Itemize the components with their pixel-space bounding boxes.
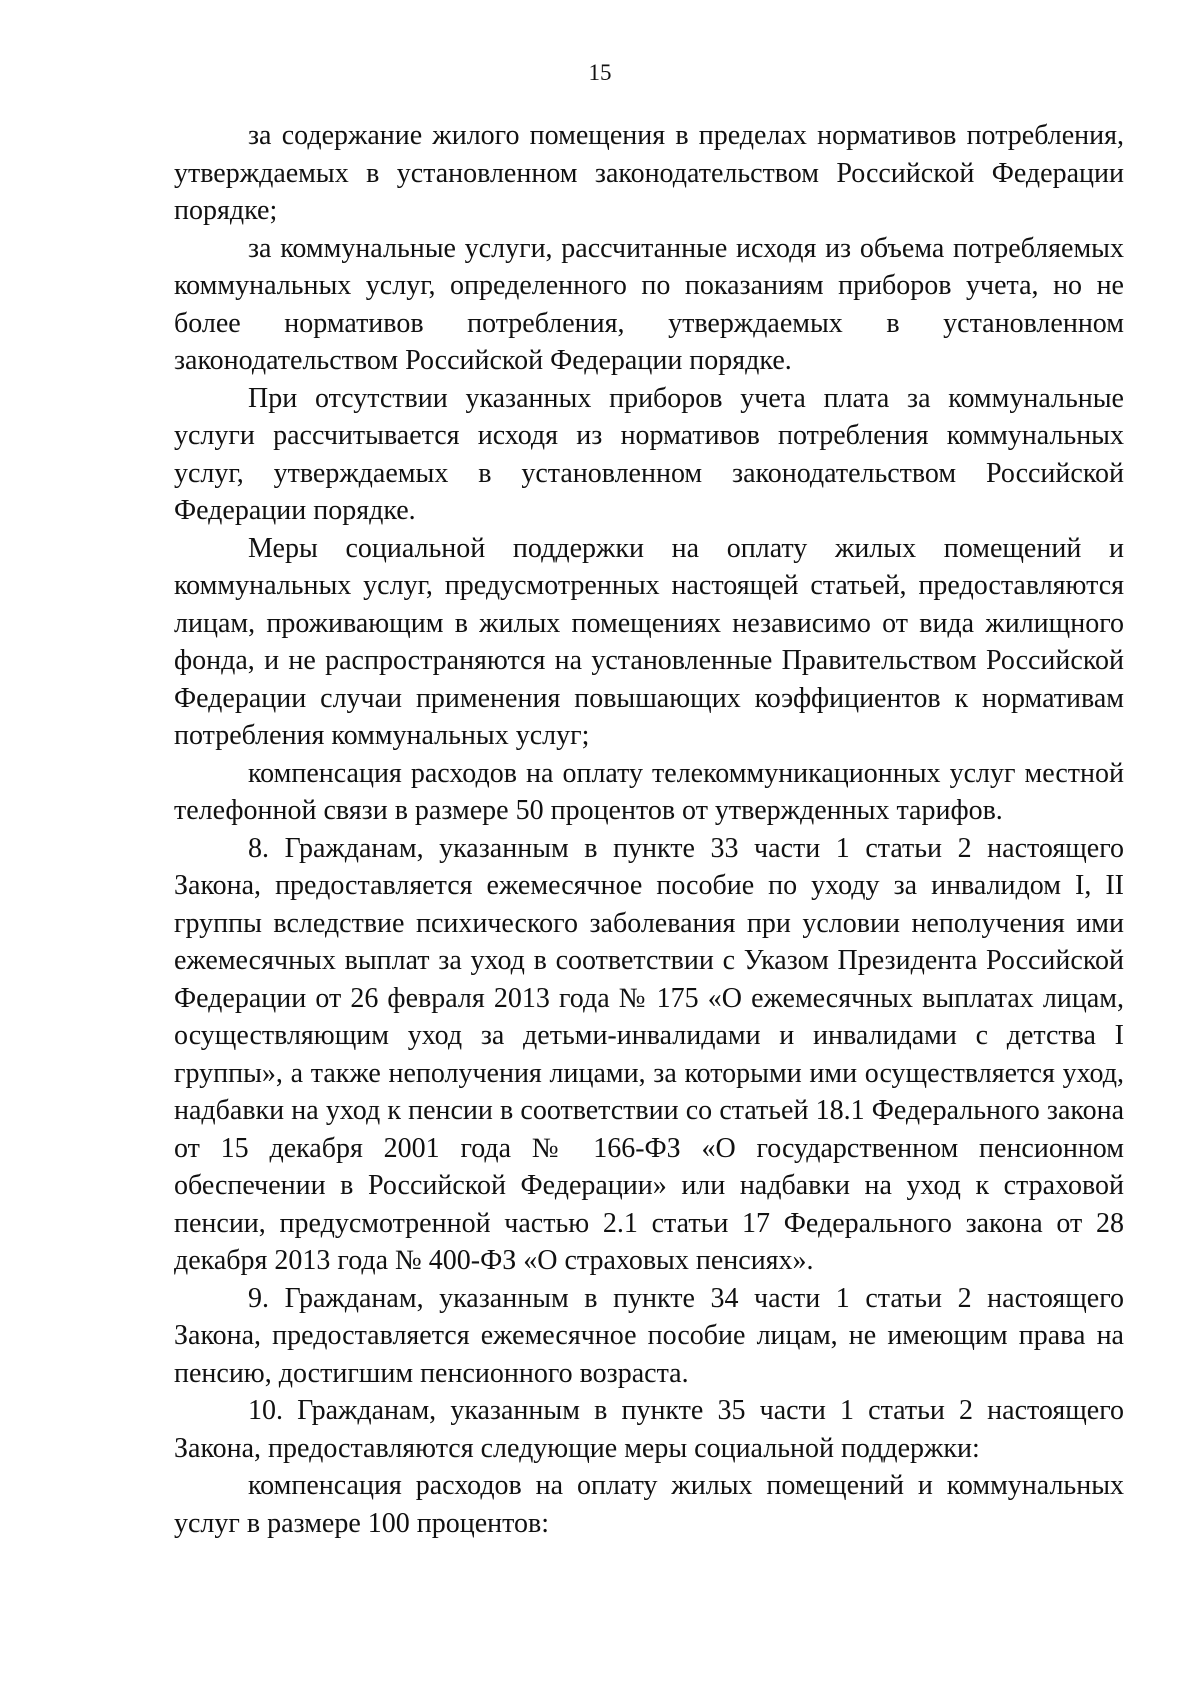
paragraph: компенсация расходов на оплату телекоммуникационных услуг местной телефонной связи в размере 50 процентов от утвержденных тарифов. [174, 757, 1124, 826]
paragraph: компенсация расходов на оплату жилых помещений и коммунальных услуг в размере 100 процентов: [174, 1470, 1124, 1539]
document-body [174, 117, 1124, 1542]
page-number: 15 [588, 60, 612, 85]
paragraph: за содержание жилого помещения в пределах нормативов потребления, утверждаемых в установленном законодательством Российской Федерации порядке; [174, 120, 1124, 226]
paragraph: 9. Гражданам, указанным в пункте 34 части 1 статьи 2 настоящего Закона, предоставляется ежемесячное пособие лицам, не имеющим права на пенсию, достигшим пенсионного возраста. [174, 1282, 1124, 1389]
paragraph: При отсутствии указанных приборов учета плата за коммунальные услуги рассчитывается исходя из нормативов потребления коммунальных услуг, утверждаемых в установленном законодательством Российской Федерации порядке. [174, 382, 1124, 526]
paragraph: 10. Гражданам, указанным в пункте 35 части 1 статьи 2 настоящего Закона, предоставляются следующие меры социальной поддержки: [174, 1395, 1124, 1464]
paragraph: 8. Гражданам, указанным в пункте 33 части 1 статьи 2 настоящего Закона, предоставляется ежемесячное пособие по уходу за инвалидом I, II группы вследствие психического заболевания при условии неполучения ими ежемесячных выплат за уход в соответствии с Указом Президента Российской Федерации от 26 февраля 2013 года № 175 «О ежемесячных выплатах лицам, осуществляющим уход за детьми-инвалидами и инвалидами с детства I группы», а также неполучения лицами, за которыми ими осуществляется уход, надбавки на уход к пенсии в соответствии со статьей 18.1 Федерального закона от 15 декабря 2001 года № 166-ФЗ «О государственном пенсионном обеспечении в Российской Федерации» или надбавки на уход к страховой пенсии, предусмотренной частью 2.1 статьи 17 Федерального закона от 28 декабря 2013 года № 400-ФЗ «О страховых пенсиях». [174, 832, 1124, 1276]
paragraph: Меры социальной поддержки на оплату жилых помещений и коммунальных услуг, предусмотренных настоящей статьей, предоставляются лицам, проживающим в жилых помещениях независимо от вида жилищного фонда, и не распространяются на установленные Правительством Российской Федерации случаи применения повышающих коэффициентов к нормативам потребления коммунальных услуг; [174, 532, 1124, 751]
paragraph: за коммунальные услуги, рассчитанные исходя из объема потребляемых коммунальных услуг, определенного по показаниям приборов учета, но не более нормативов потребления, утверждаемых в установленном законодательством Российской Федерации порядке. [174, 232, 1124, 376]
